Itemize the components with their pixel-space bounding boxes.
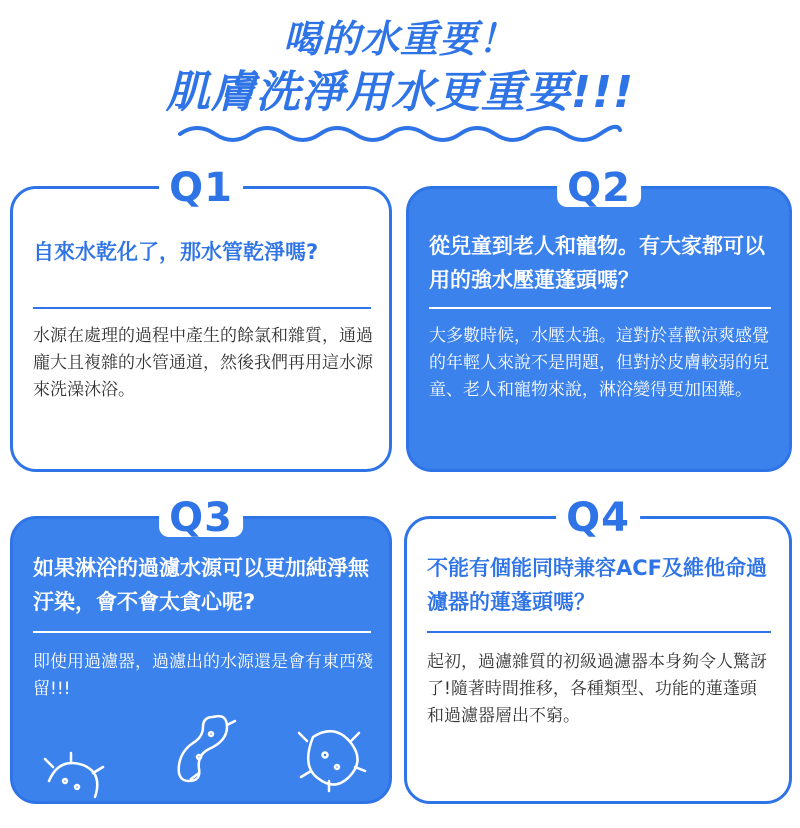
headline-line-1: 喝的水重要！: [282, 17, 517, 61]
card-badge: Q1: [159, 169, 243, 207]
card-divider: [429, 307, 771, 309]
faq-card-q1: [10, 165, 392, 472]
card-answer: 大多數時候，水壓太強。這對於喜歡涼爽感覺的年輕人來說不是問題，但對於皮膚較弱的兒童、老人和寵物來說，淋浴變得更加困難。: [429, 326, 769, 400]
headline-line-2: 肌膚洗淨用水更重要!!!: [165, 67, 635, 118]
card-divider: [33, 307, 371, 309]
card-divider: [33, 631, 371, 633]
card-badge: Q3: [159, 499, 243, 537]
faq-card-q4: [404, 495, 792, 804]
faq-card-q2: [406, 165, 792, 472]
card-question: 自來水乾化了，那水管乾淨嗎?: [33, 240, 319, 264]
card-question: 不能有個能同時兼容ACF及維他命過濾器的蓮蓬頭嗎？: [427, 556, 768, 614]
card-badge: Q4: [556, 499, 640, 537]
faq-card-q3: [10, 495, 392, 804]
card-divider: [427, 631, 771, 633]
card-answer: 水源在處理的過程中產生的餘氯和雜質，通過龐大且複雜的水管通道，然後我們再用這水源來洗澡沐浴。: [33, 326, 373, 400]
card-badge: Q2: [557, 169, 641, 207]
card-answer: 即使用過濾器，過濾出的水源還是會有東西殘留!!!: [33, 652, 373, 699]
card-question: 如果淋浴的過濾水源可以更加純淨無汙染，會不會太貪心呢?: [33, 556, 369, 614]
card-answer: 起初，過濾雜質的初級過濾器本身夠令人驚訝了!隨著時間推移，各種類型、功能的蓮蓬頭和過濾器層出不窮。: [427, 652, 767, 726]
wave-divider-icon: [178, 120, 622, 148]
card-question: 從兒童到老人和寵物。有大家都可以用的強水壓蓮蓬頭嗎？: [429, 234, 765, 292]
